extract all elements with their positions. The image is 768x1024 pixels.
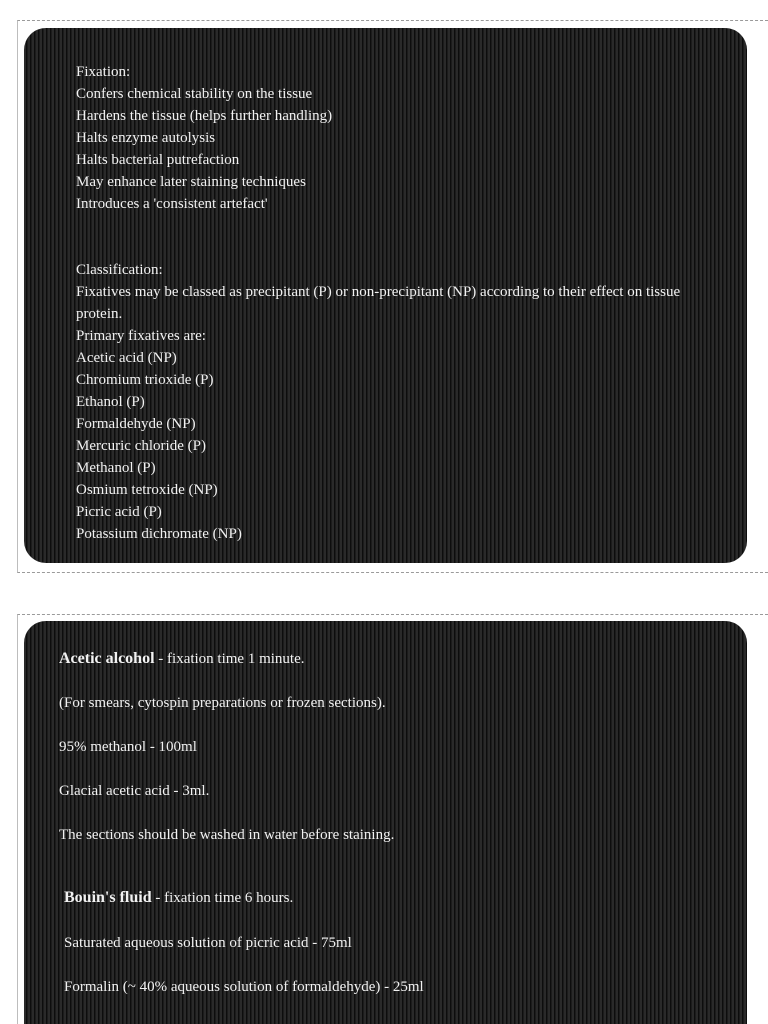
acetic-alcohol-use: (For smears, cytospin preparations or frozen sections). <box>59 695 386 711</box>
acetic-alcohol-time: - fixation time 1 minute. <box>154 651 305 667</box>
fixation-item-1: Confers chemical stability on the tissue <box>76 86 313 102</box>
acetic-alcohol-heading <box>59 648 305 670</box>
primary-fixative-8: Picric acid (P) <box>76 504 162 520</box>
fixation-item-6: Introduces a 'consistent artefact' <box>76 196 268 212</box>
bouins-fluid-ingredient-1: Saturated aqueous solution of picric acid - 75ml <box>64 935 352 951</box>
primary-fixative-2: Chromium trioxide (P) <box>76 372 214 388</box>
primary-fixative-1: Acetic acid (NP) <box>76 350 177 366</box>
bouins-fluid-time: - fixation time 6 hours. <box>151 890 294 906</box>
fixation-item-3: Halts enzyme autolysis <box>76 130 216 146</box>
acetic-alcohol-ingredient-2: Glacial acetic acid - 3ml. <box>59 783 210 799</box>
primary-fixative-6: Methanol (P) <box>76 460 156 476</box>
bouins-fluid-heading <box>64 887 293 909</box>
bouins-fluid-title: Bouin's fluid <box>64 889 152 906</box>
acetic-alcohol-title: Acetic alcohol <box>59 650 155 667</box>
classification-text: Fixatives may be classed as precipitant (P) or non-precipitant (NP) according to their effect on tissue protein. <box>76 284 684 322</box>
acetic-alcohol-ingredient-1: 95% methanol - 100ml <box>59 739 197 755</box>
primary-fixative-4: Formaldehyde (NP) <box>76 416 196 432</box>
fixation-item-5: May enhance later staining techniques <box>76 174 306 190</box>
primary-fixative-9: Potassium dichromate (NP) <box>76 526 242 542</box>
classification-heading: Classification: <box>76 262 163 278</box>
acetic-alcohol-note: The sections should be washed in water before staining. <box>59 827 395 843</box>
spacer <box>76 215 717 259</box>
fixation-item-2: Hardens the tissue (helps further handling) <box>76 108 333 124</box>
slide-fixative-recipes <box>24 621 747 1024</box>
fixation-heading: Fixation: <box>76 64 131 80</box>
primary-fixative-7: Osmium tetroxide (NP) <box>76 482 218 498</box>
fixation-item-4: Halts bacterial putrefaction <box>76 152 240 168</box>
primary-fixative-5: Mercuric chloride (P) <box>76 438 206 454</box>
primary-fixative-3: Ethanol (P) <box>76 394 145 410</box>
bouins-fluid-ingredient-2: Formalin (~ 40% aqueous solution of formaldehyde) - 25ml <box>64 979 424 995</box>
primary-fixatives-heading: Primary fixatives are: <box>76 328 206 344</box>
slide-fixation <box>24 28 747 563</box>
